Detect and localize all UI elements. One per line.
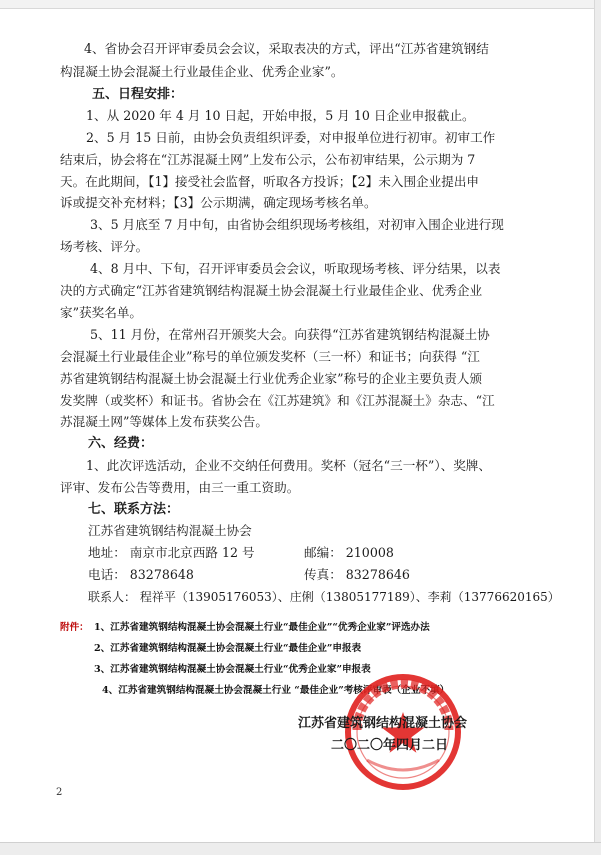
schedule-3-line-2: 场考核、评分。 bbox=[60, 239, 149, 254]
contact-phone: 电话： 83278648 bbox=[88, 567, 194, 582]
schedule-2-line-3: 天。在此期间，【1】接受社会监督，听取各方投诉；【2】未入围企业提出申 bbox=[60, 174, 480, 189]
schedule-5-line-2: 会混凝土行业最佳企业”称号的单位颁发奖杯（三一杯）和证书；向获得 “江 bbox=[60, 349, 480, 364]
contact-address: 地址： 南京市北京西路 12 号 bbox=[88, 545, 255, 560]
funding-line-1: 1、此次评选活动，企业不交纳任何费用。奖杯（冠名“三一杯”）、奖牌、 bbox=[86, 458, 491, 473]
official-seal bbox=[343, 672, 463, 792]
schedule-1: 1、从 2020 年 4 月 10 日起，开始申报，5 月 10 日企业申报截止。 bbox=[86, 108, 475, 123]
signature-org: 江苏省建筑钢结构混凝土协会 bbox=[298, 716, 468, 731]
schedule-5-line-1: 5、11 月份，在常州召开颁奖大会。向获得“江苏省建筑钢结构混凝土协 bbox=[90, 327, 490, 342]
schedule-5-line-4: 发奖牌（或奖杯）和证书。省协会在《江苏建筑》和《江苏混凝土》杂志、“江 bbox=[60, 393, 495, 408]
section-7-heading: 七、联系方法： bbox=[88, 502, 180, 517]
schedule-5-line-5: 苏混凝土网”等媒体上发布获奖公告。 bbox=[60, 414, 268, 429]
attachment-1: 1、江苏省建筑钢结构混凝土协会混凝土行业“最佳企业”“优秀企业家”评选办法 bbox=[94, 622, 430, 633]
schedule-4-line-3: 家”获奖名单。 bbox=[60, 305, 143, 320]
section-5-heading: 五、日程安排： bbox=[92, 87, 184, 102]
attachment-4: 4、江苏省建筑钢结构混凝土协会混凝土行业 “最佳企业”考核评审表（企业不填） bbox=[102, 685, 450, 696]
attachments-label: 附件： bbox=[60, 622, 89, 633]
schedule-2-line-4: 诉或提交补充材料；【3】公示期满，确定现场考核名单。 bbox=[60, 195, 377, 210]
schedule-2-line-1: 2、5 月 15 日前，由协会负责组织评委，对申报单位进行初审。初审工作 bbox=[86, 130, 496, 145]
contact-fax: 传真： 83278646 bbox=[304, 567, 410, 582]
contact-postcode: 邮编： 210008 bbox=[304, 545, 394, 560]
schedule-5-line-3: 苏省建筑钢结构混凝土协会混凝土行业优秀企业家”称号的企业主要负责人颁 bbox=[60, 371, 483, 386]
attachment-2: 2、江苏省建筑钢结构混凝土协会混凝土行业“最佳企业”申报表 bbox=[94, 643, 362, 654]
schedule-4-line-1: 4、8 月中、下旬，召开评审委员会会议，听取现场考核、评分结果，以表 bbox=[90, 261, 501, 276]
schedule-2-line-2: 结束后，协会将在“江苏混凝土网”上发布公示，公布初审结果，公示期为 7 bbox=[60, 152, 476, 167]
funding-line-2: 评审、发布公告等费用，由三一重工资助。 bbox=[60, 480, 300, 495]
signature-date: 二〇二〇年四月二日 bbox=[331, 738, 449, 753]
attachment-3: 3、江苏省建筑钢结构混凝土协会混凝土行业“优秀企业家”申报表 bbox=[94, 664, 371, 675]
schedule-3-line-1: 3、5 月底至 7 月中旬，由省协会组织现场考核组，对初审入围企业进行现 bbox=[90, 217, 504, 232]
paragraph-4-line-2: 构混凝土协会混凝土行业最佳企业、优秀企业家”。 bbox=[60, 64, 344, 79]
section-6-heading: 六、经费： bbox=[88, 436, 154, 451]
contact-people: 联系人： 程祥平（13905176053）、庄俐（13805177189）、李莉（13776620165） bbox=[88, 590, 560, 604]
paragraph-4-line-1: 4、省协会召开评审委员会会议，采取表决的方式，评出“江苏省建筑钢结 bbox=[84, 41, 489, 56]
contact-org: 江苏省建筑钢结构混凝土协会 bbox=[88, 523, 252, 538]
schedule-4-line-2: 决的方式确定“江苏省建筑钢结构混凝土协会混凝土行业最佳企业、优秀企业 bbox=[60, 283, 483, 298]
page-number: 2 bbox=[56, 787, 63, 798]
